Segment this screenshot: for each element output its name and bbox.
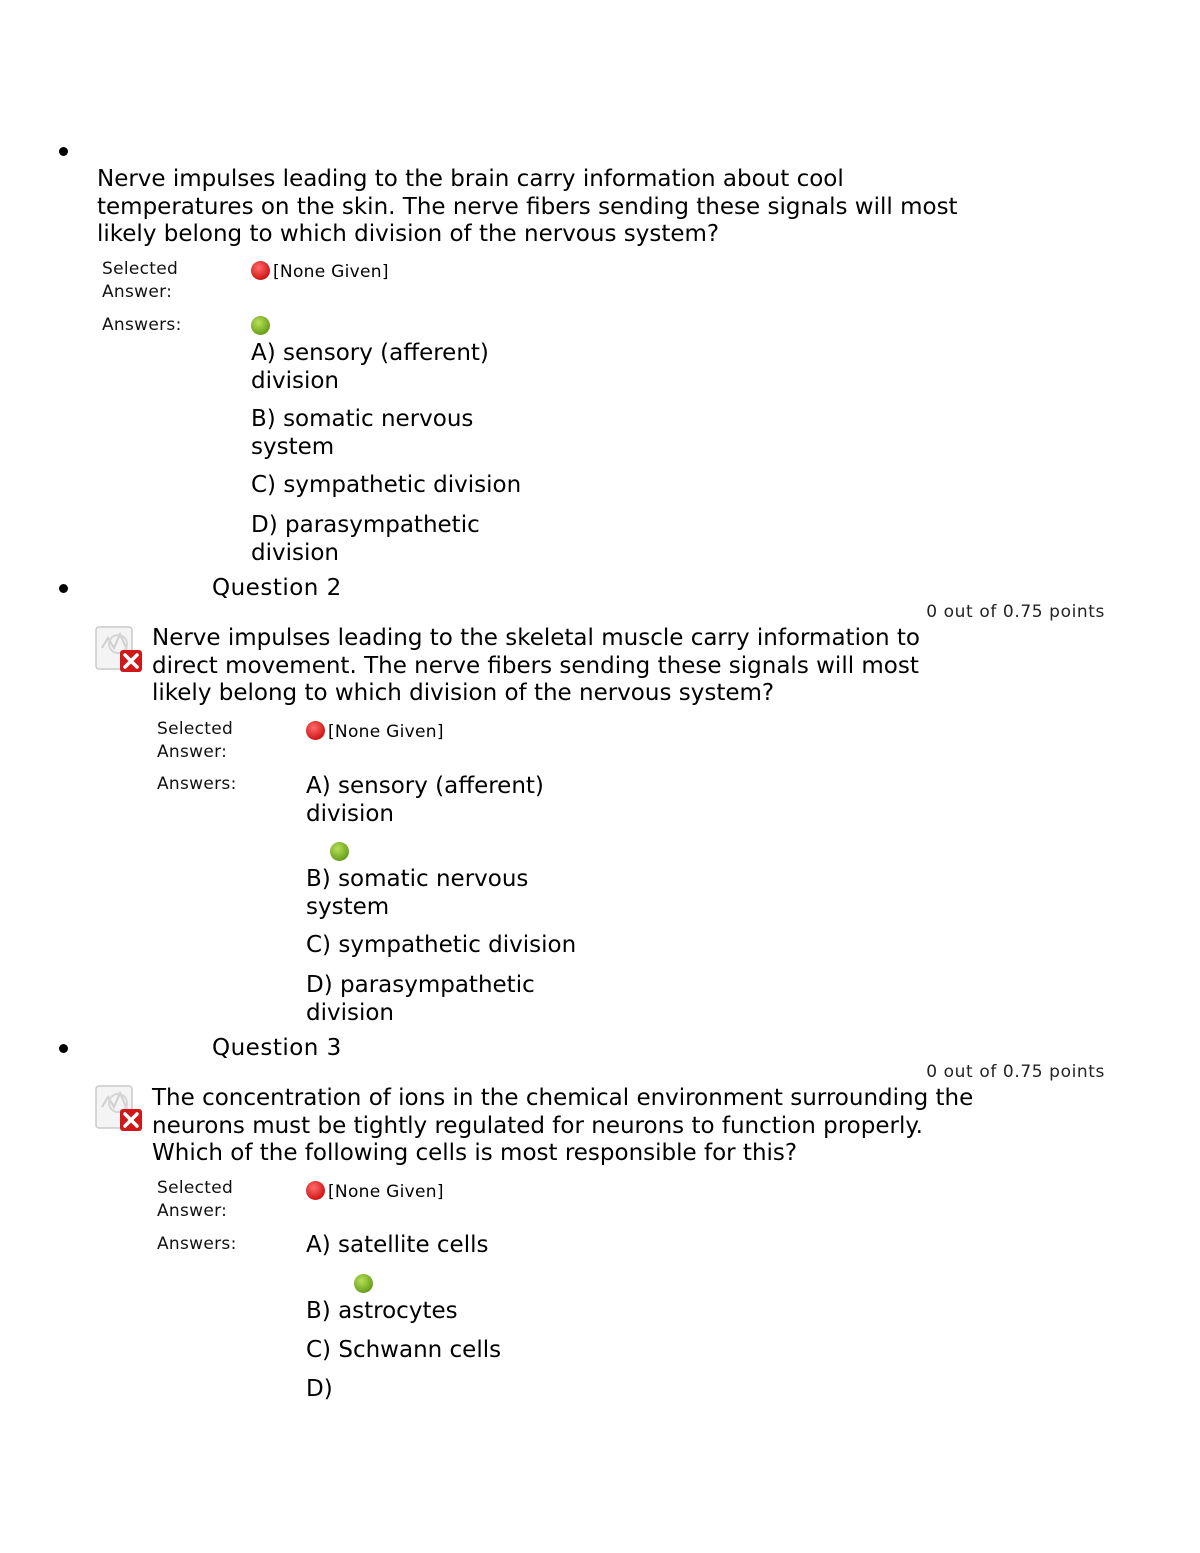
answer-option-b: B) somatic nervous system: [306, 866, 529, 920]
answer-option-c: C) sympathetic division: [251, 472, 522, 498]
answer-option-b: B) astrocytes: [306, 1298, 458, 1324]
answer-option-a: A) satellite cells: [306, 1232, 489, 1258]
answers-label: Answers:: [157, 774, 237, 794]
question-points: 0 out of 0.75 points: [926, 602, 1105, 622]
answer-option-d: D): [306, 1376, 333, 1402]
question-text: The concentration of ions in the chemical environment surrounding the neurons must be tightly regulated for neurons to function properly. Which of the following cells is most responsible for this?: [152, 1085, 974, 1167]
x-circle-icon: [251, 261, 270, 280]
list-bullet: [59, 584, 68, 593]
answer-option-c: C) sympathetic division: [306, 932, 577, 958]
question-title: Question 2: [212, 575, 342, 601]
x-circle-icon: [306, 1181, 325, 1200]
incorrect-question-icon: [94, 624, 144, 674]
selected-answer-label: Selected Answer:: [157, 719, 234, 762]
selected-answer-value: [None Given]: [306, 1181, 444, 1203]
x-circle-icon: [306, 721, 325, 740]
question-title: Question 3: [212, 1035, 342, 1061]
check-circle-icon: [330, 842, 349, 861]
selected-answer-value: [None Given]: [251, 261, 389, 283]
list-bullet: [59, 147, 68, 156]
question-text: Nerve impulses leading to the brain carry information about cool temperatures on the skin. The nerve fibers sending these signals will most likely belong to which division of the nervous system?: [97, 166, 958, 248]
selected-answer-label: Selected Answer:: [102, 259, 179, 302]
answers-label: Answers:: [157, 1234, 237, 1254]
answer-option-d: D) parasympathetic division: [251, 512, 480, 566]
list-bullet: [59, 1044, 68, 1053]
answer-option-d: D) parasympathetic division: [306, 972, 535, 1026]
check-circle-icon: [251, 316, 270, 335]
question-points: 0 out of 0.75 points: [926, 1062, 1105, 1082]
question-text: Nerve impulses leading to the skeletal muscle carry information to direct movement. The nerve fibers sending these signals will most likely belong to which division of the nervous system?: [152, 625, 921, 707]
answers-label: Answers:: [102, 315, 182, 335]
selected-answer-label: Selected Answer:: [157, 1178, 234, 1221]
check-circle-icon: [354, 1274, 373, 1293]
answer-option-a: A) sensory (afferent) division: [306, 773, 544, 827]
answer-option-a: A) sensory (afferent) division: [251, 340, 489, 394]
incorrect-question-icon: [94, 1083, 144, 1133]
selected-answer-value: [None Given]: [306, 721, 444, 743]
answer-option-b: B) somatic nervous system: [251, 406, 474, 460]
answer-option-c: C) Schwann cells: [306, 1337, 502, 1363]
